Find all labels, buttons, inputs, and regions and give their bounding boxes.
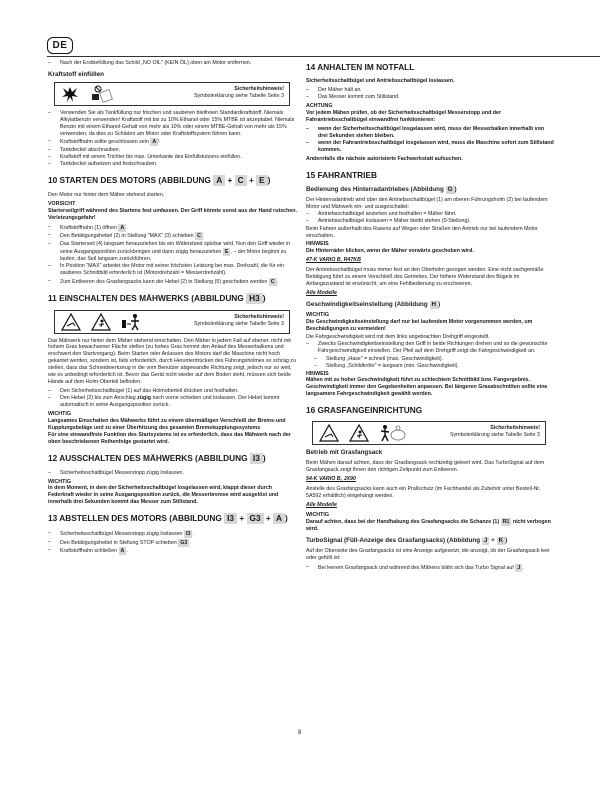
note-text: Mähen mit zu hoher Geschwindigkeit führt zu schlechtem Schnittbild bzw. Fangergebnis. Geschwindigkeit immer den Gegebenheiten anpassen. Bei längeren Grasabschnitten sollte eine langsamere Fahrgeschwindigkeit gewählt werden. <box>306 377 548 398</box>
warning-text: Starterseilgriff während des Startens fest umfassen. Der Griff könnte sonst aus der Hand rutschen. Verletzungsgefahr! <box>48 208 298 221</box>
list-item: – In Position "MAX" arbeitet der Motor mit seiner höchsten Leistung bei max. Drehzahl, die für ein sauberes Schnittbild erforderlich ist (Motordrehzahl = Messerdrehzahl). <box>48 263 298 277</box>
section-11-heading: 11 EINSCHALTEN DES MÄHWERKS (ABBILDUNG H3 ) <box>48 292 266 303</box>
turbosignal-list <box>306 564 554 572</box>
section-14-list <box>306 87 554 101</box>
figure-ref-badge: A <box>120 548 125 555</box>
list-item: – Das Messer kommt zum Stillstand. <box>306 94 554 101</box>
list-item: – Tankdeckel aufsetzen und festschrauben. <box>48 161 298 168</box>
right-column <box>306 60 554 574</box>
warning-text: Vor jedem Mähen prüfen, ob der Sicherheitsschaltbügel Messerstopp und der Fahrantriebsschaltbügel einwandfrei funktionieren: <box>306 110 502 124</box>
list-item: – Stellung „Schildkröte" = langsam (min. Geschwindigkeit). <box>306 363 554 370</box>
list-item: – Verwenden Sie als Tankfüllung nur frischen und sauberen bleifreien Standardkraftstoff. Niemals Alkylatbenzin verwenden! Kraftstoff mit bis zu 10% Ethanol oder 15% MTBE ist akzeptabel. Niemals Benzin mit einem Ethanol-Gehalt von mehr als 10% oder einem MTBE-Gehalt von mehr als 15% verwenden, da dies zu Schäden am Motor oder Kraftstoffsystem führen kann. <box>48 110 298 138</box>
section-12-heading: 12 AUSSCHALTEN DES MÄHWERKS (ABBILDUNG I3 ) <box>48 452 266 463</box>
figure-ref-badge: G3 <box>180 539 188 546</box>
figure-ref-badge: R1 <box>502 519 510 526</box>
section-15-heading: 15 FAHRANTRIEB <box>306 169 377 180</box>
figure-ref-badge: A <box>273 513 285 524</box>
thrown-object-warning-icon <box>91 313 111 331</box>
rear-drive-para2: Beim Fahren außerhalb des Rasens auf Wegen oder Straßen den Antrieb nur bei laufendem Motor einschalten. <box>306 225 538 239</box>
list-item: – Zwecks Geschwindigkeitseinstellung den Griff in beide Richtungen drehen und so die gewünschte Fahrgeschwindigkeit einstellen. Der Pfeil auf dem Drehgriff zeigt die Fahrgeschwindigkeit an. <box>306 341 554 355</box>
warning-label: VORSICHT <box>48 201 76 208</box>
safety-box-fuel <box>54 82 290 106</box>
model-label: Alle Modelle <box>306 289 337 296</box>
figure-ref-badge: G <box>447 185 453 193</box>
list-item: – Kraftstoffhahn (1) öffnen A . <box>48 224 298 232</box>
list-item: – Antriebsschaltbügel loslassen = Mäher bleibt stehen (0-Stellung). <box>306 218 554 225</box>
figure-ref-badge: J <box>483 537 488 545</box>
list-item: – wenn der Sicherheitsschaltbügel losgelassen wird, muss der Messerbalken innerhalb von drei Sekunden stehen bleiben. <box>306 126 554 140</box>
safety-title: Sicherheitshinweis! <box>234 313 284 320</box>
warning-text: Darauf achten, dass bei der Handhabung des Grasfangsacks die Schanze (1) R1 nicht verbogen wird. <box>306 519 551 533</box>
fuel-list <box>48 110 298 168</box>
model-label: 47-K VARIO B, R47KB <box>306 257 361 264</box>
explosion-icon <box>61 85 79 103</box>
figure-ref-badge: I3 <box>185 531 191 538</box>
list-item: – Antriebsschaltbügel anziehen und festhalten = Mäher fährt. <box>306 211 554 218</box>
speed-list <box>306 341 554 355</box>
grasscatcher-op-heading: Betrieb mit Grasfangsack <box>306 449 383 457</box>
list-item: – Den Hebel (2) bis zum Anschlag zügig nach vorne schieben und loslassen. Der Hebel kommt automatisch in seine Ausgangsposition zurück. <box>48 395 298 409</box>
safety-box-mower <box>54 310 290 334</box>
list-item: – Zum Entleeren des Grasfangsacks kann der Hebel (2) in Stellung (5) geschoben werden C . <box>48 278 298 286</box>
hand-cut-warning-icon <box>61 313 81 331</box>
figure-ref-badge: C <box>235 175 247 186</box>
thrown-object-warning-icon <box>349 424 369 442</box>
fuel-heading: Kraftstoff einfüllen <box>48 70 104 78</box>
warning-text: Langsames Einschalten des Mähwerks führt zu einem übermäßigen Verschleiß der Brems-und Kupplungsbeläge und zu einer Überhitzung des gesamten Bremskupplungssystems <box>48 417 286 431</box>
list-item: – Stellung „Hase" = schnell (max. Geschwindigkeit). <box>306 356 554 363</box>
section-14-lead: Sicherheitsschaltbügel und Antriebsschaltbügel loslassen. <box>306 78 455 84</box>
intro-list <box>48 60 298 67</box>
operator-grasscatcher-icon <box>379 424 407 442</box>
list-item: – Sicherheitsschaltbügel Messerstopp zügig loslassen. <box>48 470 298 477</box>
list-item: – Den Betätigungshebel in Stellung STOP schieben G3 . <box>48 539 298 547</box>
list-item: – Sicherheitsschaltbügel Messerstopp zügig loslassen I3 . <box>48 530 298 538</box>
no-smoking-refuel-icon <box>89 85 117 103</box>
list-item: – Den Betätigungshebel (2) in Stellung "MAX" (3) schieben C . <box>48 232 298 240</box>
safety-subtitle: Symbolerklärung siehe Tabelle Seite 3 <box>193 92 284 99</box>
figure-ref-badge: I3 <box>250 453 263 464</box>
figure-ref-badge: H3 <box>246 293 263 304</box>
warning-text: In dem Moment, in dem der Sicherheitsschaltbügel losgelassen wird, klappt dieser durch Federkraft wieder in seine Ausgangsposition zurück, die Messerbremse wird ausgelöst und innerhalb drei Sekunden kommt das Messer zum Stillstand. <box>48 485 279 506</box>
warning-text: Die Geschwindigkeitseinstellung darf nur bei laufendem Motor vorgenommen werden, um Beschädigungen zu vermeiden! <box>306 318 533 332</box>
warning-text: Für eine einwandfreie Funktion des Startsystems ist es erforderlich, dass das Mähwerk nach der oben beschriebenen Reihenfolge gestartet wird. <box>48 431 291 445</box>
list-item: – wenn der Fahrantriebsschaltbügel losgelassen wird, muss die Maschine sofort zum Stillstand kommen. <box>306 140 554 154</box>
list-item: – Kraftstoffhahn sollte geschlossen sein A ! <box>48 138 298 146</box>
warning-label: WICHTIG <box>306 311 329 318</box>
left-column <box>48 60 298 557</box>
list-item: – Nach der Erstbefüllung das Schild „NO OIL" (KEIN ÖL) oben am Motor entfernen. <box>48 60 298 67</box>
speed-sublist <box>306 356 554 370</box>
model-label: Alle Modelle <box>306 501 337 508</box>
rear-drive-heading: Bedienung des Hinterradantriebes (Abbildung G ) <box>306 185 457 193</box>
header-rule <box>47 56 600 57</box>
figure-ref-badge: G3 <box>247 513 264 524</box>
section-10-intro: Den Motor nur hinter dem Mäher stehend starten. <box>48 192 165 199</box>
figure-ref-badge: A <box>152 139 157 146</box>
note-text: Die Hinterräder klicken, wenn der Mäher vorwärts geschoben wird. <box>306 248 474 255</box>
warning-label: ACHTUNG <box>306 103 333 110</box>
list-item: – Das Starterseil (4) langsam herausziehen bis ein Widerstand spürbar wird. Nun den Griff wieder in seine Ausgangsposition zurückbringen und dann zügig herausziehen E , – der Motor beginnt zu laufen, das Seil langsam zurückführen. <box>48 241 298 263</box>
section-10-heading: 10 STARTEN DES MOTORS (ABBILDUNG A + C + E ) <box>48 175 271 186</box>
safety-subtitle: Symbolerklärung siehe Tabelle Seite 3 <box>449 432 540 439</box>
section-11-para: Das Mähwerk nur hinter dem Mäher stehend einschalten. Den Mäher in jedem Fall auf ebener, nicht mit hohem Gras bewachsener Fläche stellen (zu hohes Gras hemmt den Anlauf des Messerbalkens und erschwert den Startvorgang). Beim Starten oder Anlassen des Motors darf die Maschine nicht hoch gekantet werden, sondern ist, falls erforderlich, durch Herunterdrücken des Führungsholmes so schräg zu stellen, dass das Schneidwerkzeug in die vom Benutzer abgewandte Richtung zeigt, jedoch nur so weit, wie es unbedingt erforderlich ist. Bevor das Gerät nicht wieder auf dem Boden steht, müssen sich beide Hände auf dem Holm-Oberteil befinden. <box>48 337 296 385</box>
warning-list <box>306 126 554 154</box>
list-item: – Kraftstoffhahn schließen A . <box>48 547 298 555</box>
warning-label: WICHTIG <box>306 511 329 518</box>
speed-heading: Geschwindigkeitseinstellung (Abbildung H ) <box>306 300 441 308</box>
section-11-list <box>48 388 298 409</box>
safety-title: Sicherheitshinweis! <box>490 425 540 432</box>
section-14-heading: 14 ANHALTEN IM NOTFALL <box>306 62 415 72</box>
model-label: 54-K VARIO B, JX90 <box>306 475 356 482</box>
safety-title: Sicherheitshinweis! <box>234 85 284 92</box>
page-number: 8 <box>298 730 302 736</box>
figure-ref-badge: C <box>270 278 275 285</box>
figure-ref-badge: C <box>197 233 201 240</box>
figure-ref-badge: H <box>431 300 437 308</box>
list-item: – Der Mäher hält an. <box>306 87 554 94</box>
model-text: Der Antriebsschaltbügel muss immer fest an den Oberholm gezogen werden. Eine nicht sachgemäße Betätigung führt zu einem Verschleiß des Getriebes. Der höhere Widerstand des Bügels im Anfangszustand ist erwünscht, um eine Fehlbedienung zu erschweren. <box>306 267 544 287</box>
hand-cut-warning-icon <box>319 424 339 442</box>
grasscatcher-para: Beim Mähen darauf achten, dass der Grasfangsack rechtzeitig geleert wird. Das TurboSignal auf dem Grasfangsack zeigt Ihnen den richtigen Zeitpunkt zum Entleeren. <box>306 460 545 474</box>
list-item: – Kraftstoff mit einem Trichter bis max. Unterkante des Einfüllstutzens einfüllen. <box>48 154 298 161</box>
rear-drive-para: Der Hinterradantrieb wird über den Antriebsschaltbügel (1) am oberen Führungsholm (2) bei laufendem Motor und Mähwerk ein- und ausgeschaltet: <box>306 196 548 210</box>
section-13-list <box>48 530 298 555</box>
section-14-closing: Andernfalls die nächste autorisierte Fachwerkstatt aufsuchen. <box>306 156 463 163</box>
model-text: Anstelle des Grasfangsacks kann auch ein Prallschutz (im Fachhandel als Zubehör unter Bestell-Nr. 5A592 erhältlich) eingehängt werden. <box>306 485 541 499</box>
section-13-heading: 13 ABSTELLEN DES MOTORS (ABBILDUNG I3 + G3 + A ) <box>48 513 288 524</box>
figure-ref-badge: A <box>120 224 125 231</box>
warning-label: WICHTIG <box>48 478 71 485</box>
figure-ref-badge: K <box>498 537 504 545</box>
figure-ref-badge: A <box>213 175 225 186</box>
figure-ref-badge: E <box>224 248 229 255</box>
section-16-heading: 16 GRASFANGEINRICHTUNG <box>306 405 423 416</box>
turbosignal-heading: TurboSignal (Füll-Anzeige des Grasfangsacks) (Abbildung J + K ) <box>306 537 508 545</box>
note-label: HINWEIS <box>306 241 329 248</box>
keep-distance-icon <box>121 313 141 331</box>
figure-ref-badge: I3 <box>224 513 237 524</box>
turbosignal-para: Auf der Oberseite des Grasfangsacks ist eine Anzeige aufgesetzt, die anzeigt, ob der Grasfangsack leer oder gefüllt ist: <box>306 548 550 562</box>
safety-subtitle: Symbolerklärung siehe Tabelle Seite 3 <box>193 320 284 327</box>
list-item: – Den Sicherheitsschaltbügel (1) auf das Holmoberteil drücken und festhalten. <box>48 388 298 395</box>
warning-label: WICHTIG <box>48 411 71 418</box>
speed-para: Die Fahrgeschwindigkeit wird mit dem links angebrachten Drehgriff eingestellt. <box>306 334 490 341</box>
list-item: – Tankdeckel abschrauben. <box>48 147 298 154</box>
section-10-list <box>48 224 298 286</box>
language-badge-de: DE <box>47 37 73 54</box>
list-item: – Bei leerem Grasfangsack und während des Mähens bläht sich das Turbo Signal auf J . <box>306 564 554 572</box>
rear-drive-list <box>306 211 554 225</box>
figure-ref-badge: E <box>256 175 268 186</box>
safety-box-grasscatcher <box>312 421 546 445</box>
note-label: HINWEIS <box>306 370 329 377</box>
section-12-list <box>48 470 298 477</box>
figure-ref-badge: J <box>517 565 521 572</box>
